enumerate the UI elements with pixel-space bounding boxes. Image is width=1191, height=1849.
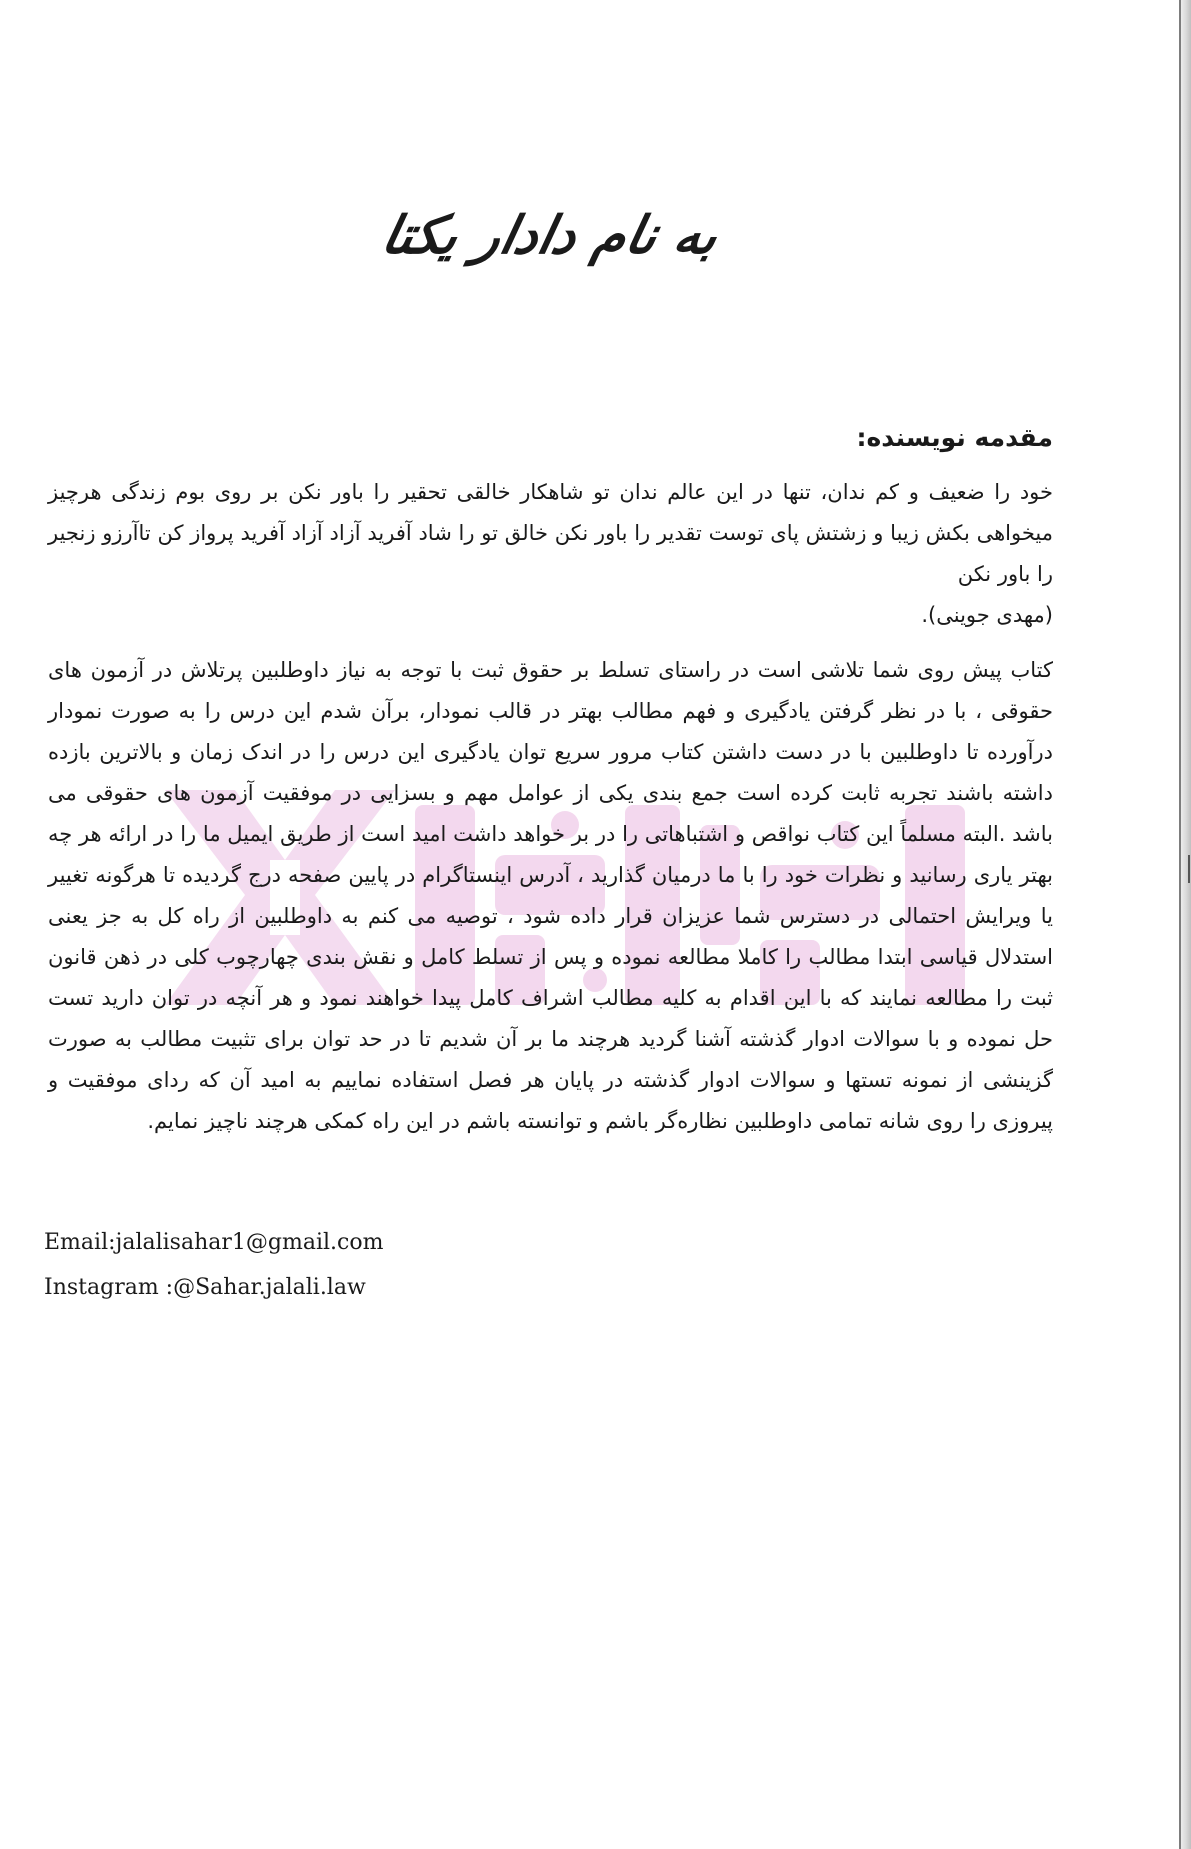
section-title: مقدمه نویسنده:	[856, 423, 1053, 452]
page-edge-line	[1179, 0, 1181, 1849]
scan-speck	[1188, 855, 1190, 883]
intro-poem-text: خود را ضعیف و کم ندان، تنها در این عالم ندان تو شاهکار خالقی تحقیر را باور نکن بر روی بوم زندگی هرچیز میخواهی بکش زیبا و زشتش پای توست تقدیر را باور نکن خالق تو را شاد آفرید آزاد آزاد آفرید پرواز کن تاآرزو زنجیر را باور نکن	[48, 480, 1053, 586]
page-heading: به نام دادار یکتا	[376, 205, 724, 266]
document-body	[48, 418, 1053, 1156]
main-paragraph: کتاب پیش روی شما تلاشی است در راستای تسلط بر حقوق ثبت با توجه به نیاز داوطلبین پرتلاش در آزمون های حقوقی ، با در نظر گرفتن یادگیری و فهم مطالب بهتر در قالب نمودار، برآن شدم این درس را به صورت نمودار درآورده تا داوطلبین با در دست داشتن کتاب مرور سریع توان یادگیری این درس را در اندک زمان و بالاترین بازده داشته باشند تجربه ثابت کرده است جمع بندی یکی از عوامل مهم و بسزایی در موفقیت آزمون های حقوقی می باشد .البته مسلماً این کتاب نواقص و اشتباهاتی را در بر خواهد داشت امید است از طریق ایمیل ما را در ارائه هر چه بهتر یاری رسانید و نظرات خود را با ما درمیان گذارید ، آدرس اینستاگرام در پایین صفحه درج گردیده تا هرگونه تغییر یا ویرایش احتمالی در دسترس شما عزیزان قرار داده شود ، توصیه می کنم به داوطلبین از راه کل به جز یعنی استدلال قیاسی ابتدا مطالب را کاملا مطالعه نموده و پس از تسلط کامل و نقش بندی چهارچوب کلی در ذهن قانون ثبت را مطالعه نمایند که با این اقدام به کلیه مطالب اشراف کامل پیدا خواهند نمود و هر آنچه در توان دارید تست حل نموده و با سوالات ادوار گذشته آشنا گردید هرچند ما بر آن شدیم تا در حد توان برای تثبیت مطالب به صورت گزینشی از نمونه تستها و سوالات ادوار گذشته در پایان هر فصل استفاده نماییم به امید آن که ردای موفقیت و پیروزی را روی شانه تمامی داوطلبین نظاره‌گر باشم و توانسته باشم در این راه کمکی هرچند ناچیز نمایم.	[48, 658, 1053, 1133]
intro-citation: (مهدی جوینی).	[921, 603, 1053, 627]
instagram-line: Instagram :@Sahar.jalali.law	[44, 1275, 366, 1300]
contact-block	[44, 1220, 383, 1310]
intro-paragraph	[48, 472, 1053, 636]
email-line: Email:jalalisahar1@gmail.com	[44, 1230, 384, 1255]
